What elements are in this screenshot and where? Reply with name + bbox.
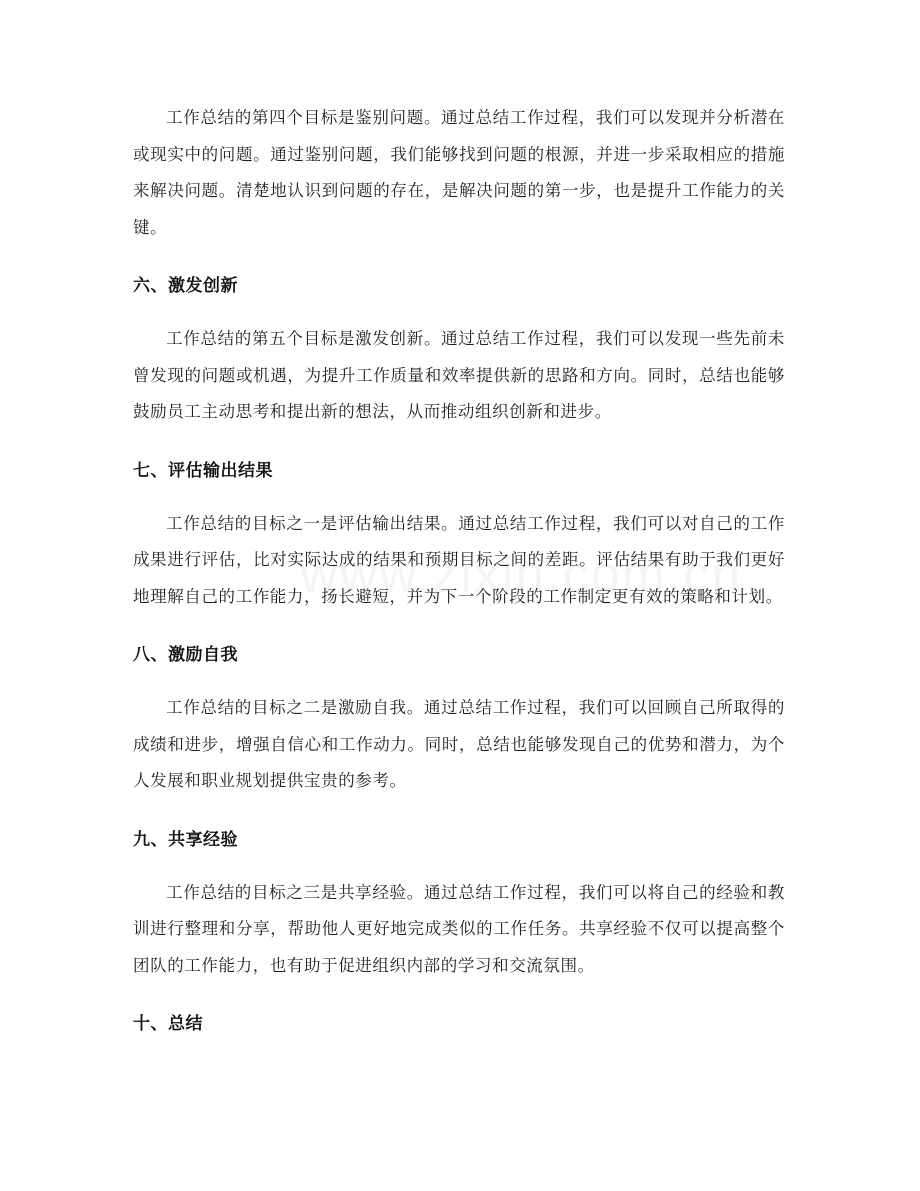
section-heading-7: 七、评估输出结果 <box>133 460 273 481</box>
document-body <box>133 100 785 1039</box>
section-paragraph-9: 工作总结的目标之三是共享经验。通过总结工作过程，我们可以将自己的经验和教训进行整理和分享，帮助他人更好地完成类似的工作任务。共享经验不仅可以提高整个团队的工作能力，也有助于促进组织内部的学习和交流氛围。 <box>133 882 785 975</box>
section-heading-6: 六、激发创新 <box>133 276 238 296</box>
section-heading-10: 十、总结 <box>133 1014 203 1034</box>
section-heading-9: 九、共享经验 <box>133 829 238 850</box>
intro-paragraph: 工作总结的第四个目标是鉴别问题。通过总结工作过程，我们可以发现并分析潜在或现实中的问题。通过鉴别问题，我们能够找到问题的根源，并进一步采取相应的措施来解决问题。清楚地认识到问题的存在，是解决问题的第一步，也是提升工作能力的关键。 <box>133 108 785 237</box>
section-paragraph-8: 工作总结的目标之二是激励自我。通过总结工作过程，我们可以回顾自己所取得的成绩和进步，增强自信心和工作动力。同时，总结也能够发现自己的优势和潜力，为个人发展和职业规划提供宝贵的参考。 <box>133 698 785 790</box>
section-paragraph-6: 工作总结的第五个目标是激发创新。通过总结工作过程，我们可以发现一些先前未曾发现的问题或机遇，为提升工作质量和效率提供新的思路和方向。同时，总结也能够鼓励员工主动思考和提出新的想法，从而推动组织创新和进步。 <box>133 329 785 421</box>
section-heading-8: 八、激励自我 <box>133 645 238 665</box>
section-paragraph-7: 工作总结的目标之一是评估输出结果。通过总结工作过程，我们可以对自己的工作成果进行评估，比对实际达成的结果和预期目标之间的差距。评估结果有助于我们更好地理解自己的工作能力，扬长避短，并为下一个阶段的工作制定更有效的策略和计划。 <box>133 513 785 606</box>
